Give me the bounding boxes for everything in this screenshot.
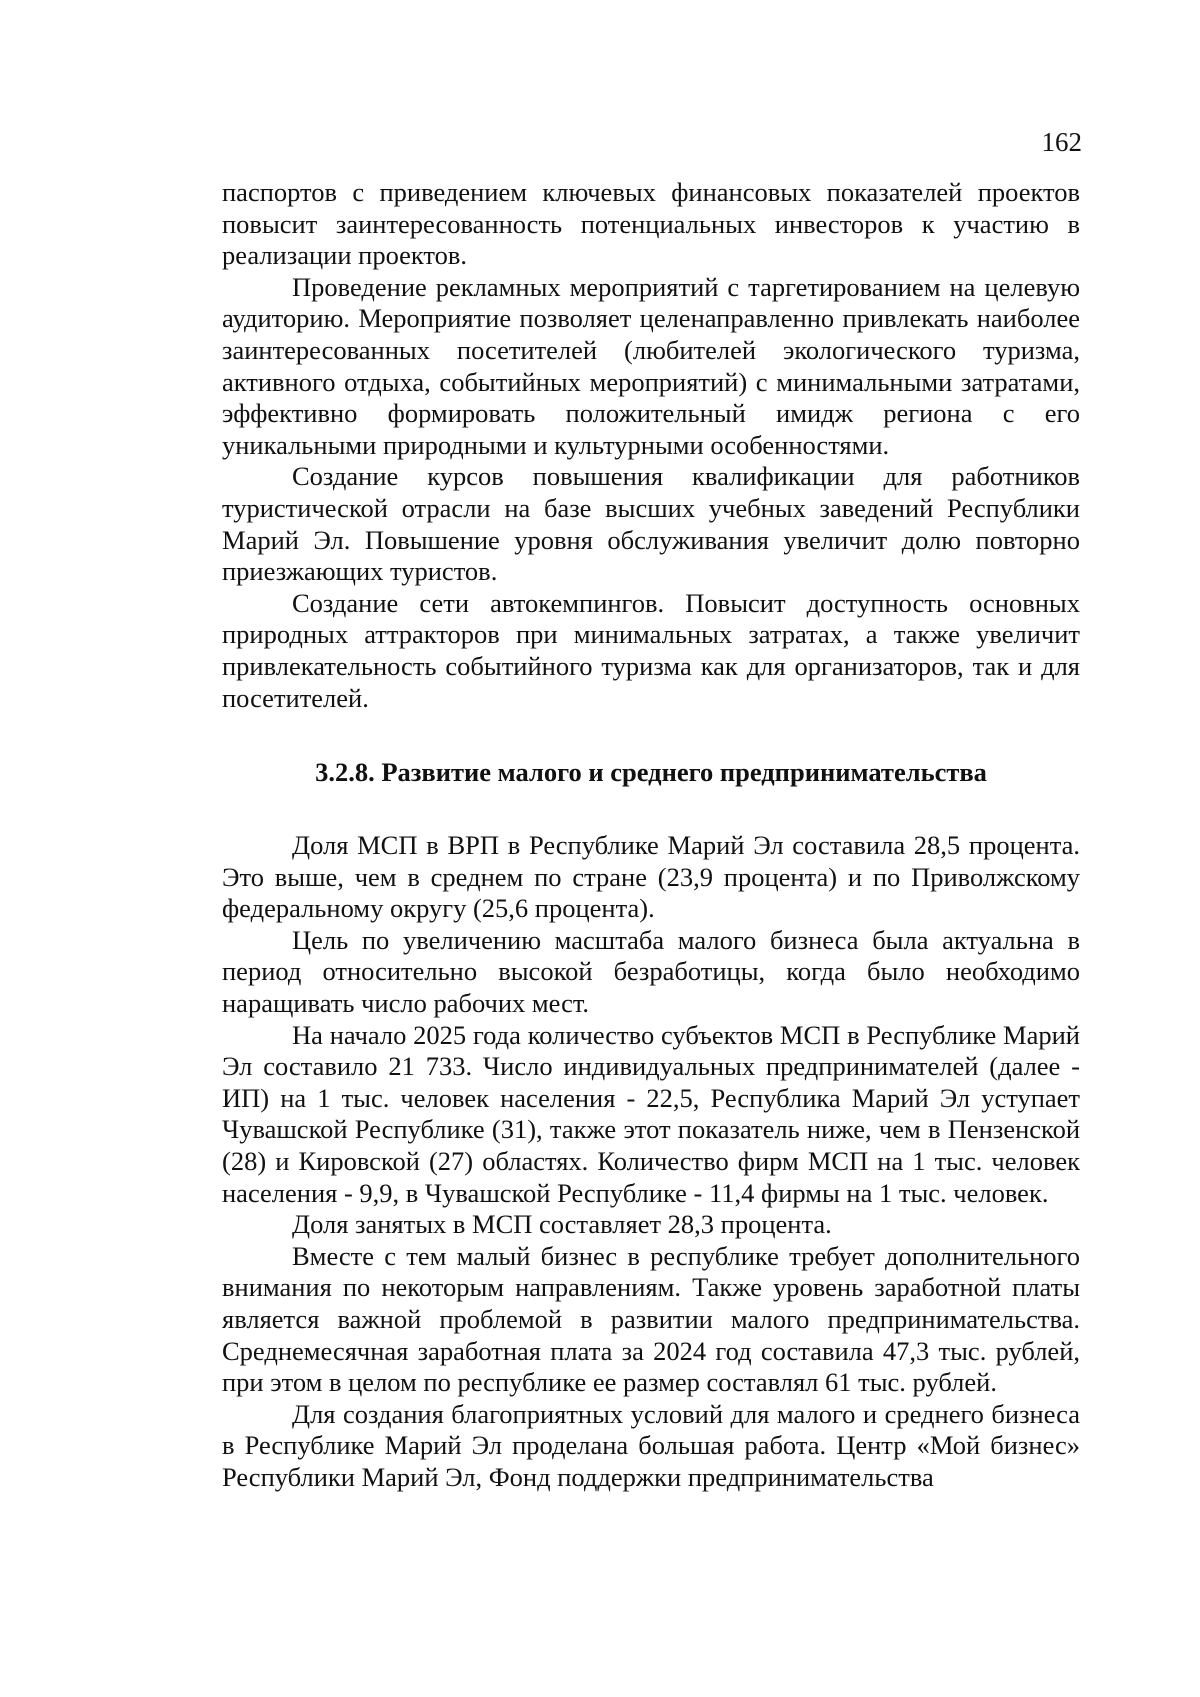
paragraph-advertising: Проведение рекламных мероприятий с таргетированием на целевую аудиторию. Мероприятие позволяет целенаправленно привлекать наиболее заинтересованных посетителей (любителей экологического туризма, активного отдыха, событийных мероприятий) с минимальными затратами, эффективно формировать положительный имидж региона с его уникальными природными и культурными особенностями. [222,271,1080,460]
paragraph-sme-count: На начало 2025 года количество субъектов МСП в Республике Марий Эл составило 21 733. Число индивидуальных предпринимателей (далее - ИП) на 1 тыс. человек населения - 22,5, Республика Марий Эл уступает Чувашской Республике (31), также этот показатель ниже, чем в Пензенской (28) и Кировской (27) областях. Количество фирм МСП на 1 тыс. человек населения - 9,9, в Чувашской Республике - 11,4 фирмы на 1 тыс. человек. [222,1019,1080,1208]
paragraph-autocampings: Создание сети автокемпингов. Повысит доступность основных природных аттракторов при минимальных затратах, а также увеличит привлекательность событийного туризма как для организаторов, так и для посетителей. [222,587,1080,713]
paragraph-employment-share: Доля занятых в МСП составляет 28,3 процента. [292,1209,832,1240]
paragraph-support-centers: Для создания благоприятных условий для малого и среднего бизнеса в Республике Марий Эл проделана большая работа. Центр «Мой бизнес» Республики Марий Эл, Фонд поддержки предпринимательства [222,1398,1080,1492]
document-body [222,177,1080,1494]
paragraph-small-business-goal: Цель по увеличению масштаба малого бизнеса была актуальна в период относительно высокой безработицы, когда было необходимо наращивать число рабочих мест. [222,924,1080,1019]
paragraph-sme-share: Доля МСП в ВРП в Республике Марий Эл составила 28,5 процента. Это выше, чем в среднем по стране (23,9 процента) и по Приволжскому федеральному округу (25,6 процента). [222,830,1080,924]
page-number: 162 [1041,127,1082,157]
paragraph-continuation: паспортов с приведением ключевых финансовых показателей проектов повысит заинтересованность потенциальных инвесторов к участию в реализации проектов. [222,177,1080,271]
section-title: 3.2.8. Развитие малого и среднего предпринимательства [315,757,987,788]
paragraph-training-courses: Создание курсов повышения квалификации для работников туристической отрасли на базе высших учебных заведений Республики Марий Эл. Повышение уровня обслуживания увеличит долю повторно приезжающих туристов. [222,461,1080,587]
paragraph-wages: Вместе с тем малый бизнес в республике требует дополнительного внимания по некоторым направлениям. Также уровень заработной платы является важной проблемой в развитии малого предпринимательства. Среднемесячная заработная плата за 2024 год составила 47,3 тыс. рублей, при этом в целом по республике ее размер составлял 61 тыс. рублей. [222,1240,1080,1398]
